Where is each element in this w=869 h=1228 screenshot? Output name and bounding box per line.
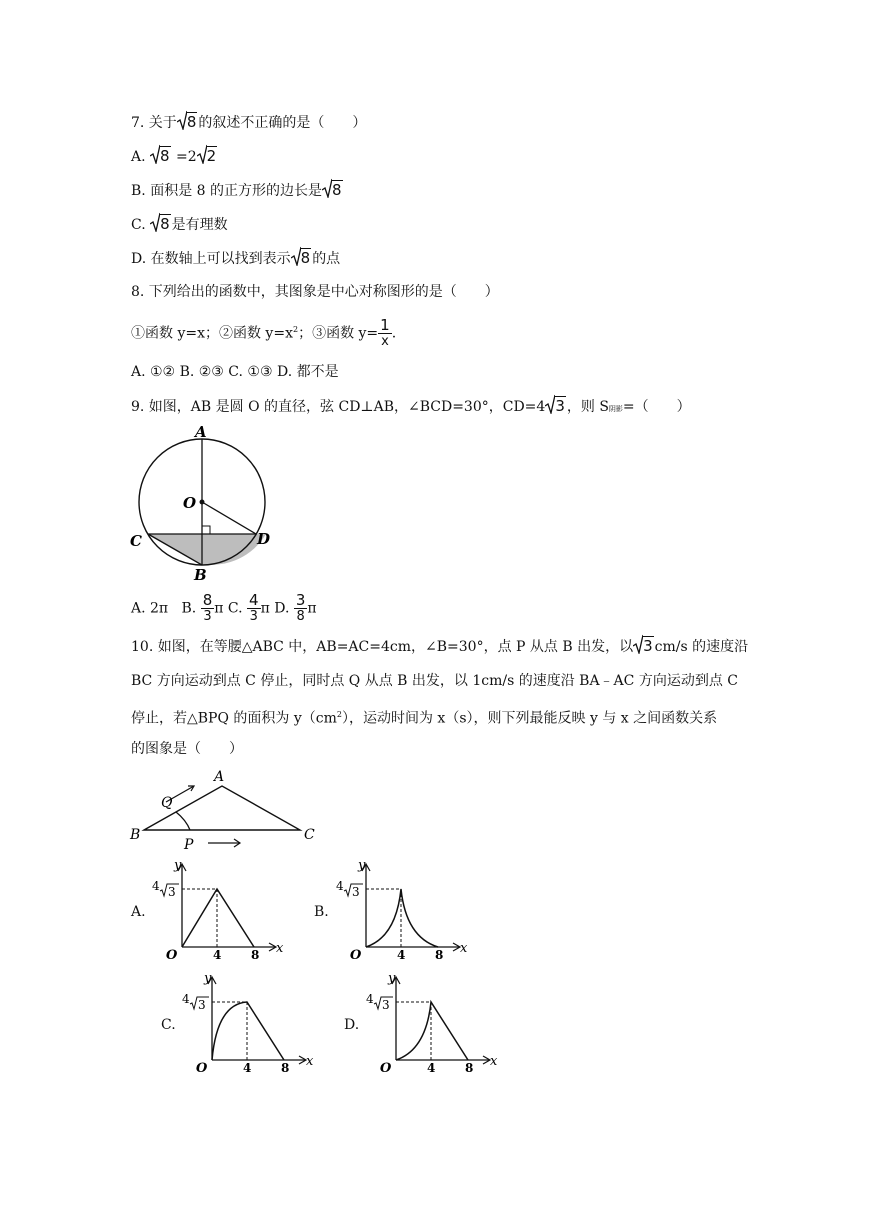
svg-text:y: y <box>358 858 366 873</box>
svg-text:x: x <box>276 941 284 956</box>
q7-option-a: A. 8 =2 2 <box>131 147 217 165</box>
q7-stem-text: 7. 关于 <box>131 115 177 131</box>
q10-line-1: 10. 如图，在等腰△ABC 中，AB=AC=4cm，∠B=30°，点 P 从点 B 出发，以 3 cm/s 的速度沿 <box>131 637 749 655</box>
svg-text:y: y <box>388 971 396 986</box>
graph-d-label: D. <box>344 1017 360 1033</box>
svg-text:4: 4 <box>366 992 374 1006</box>
graph-d <box>364 968 504 1073</box>
label-c: C <box>130 532 142 550</box>
svg-text:8: 8 <box>281 1061 290 1073</box>
svg-text:8: 8 <box>435 948 444 960</box>
svg-text:4: 4 <box>243 1061 252 1073</box>
center-point <box>200 500 205 505</box>
label-o: O <box>183 494 197 512</box>
svg-text:O: O <box>166 948 178 960</box>
q10-line-2: BC 方向运动到点 C 停止，同时点 Q 从点 B 出发，以 1cm/s 的速度沿 BA﹣AC 方向运动到点 C <box>131 673 738 689</box>
q10-line-3: 停止，若△BPQ 的面积为 $y(cm^2)$，运动时间为 x（s），则下列最能反映 y 与 x 之间函数关系 <box>131 710 718 727</box>
q8-stem: 8. 下列给出的函数中，其图象是中心对称图形的是（ ） <box>131 284 499 300</box>
q7-stem <box>131 112 366 133</box>
graph-b-label: B. <box>314 904 329 920</box>
sqrt-8: 8 <box>177 112 198 133</box>
label-p: P <box>184 837 194 853</box>
q8-options: A. ①② B. ②③ C. ①③ D. 都不是 <box>131 364 339 380</box>
curve-a <box>182 889 254 947</box>
curve-c <box>212 1002 284 1060</box>
svg-text:8: 8 <box>251 948 260 960</box>
svg-text:3: 3 <box>382 998 390 1012</box>
fraction-1-over-x: $\frac{1}{x}$ <box>380 316 390 349</box>
sqrt-8: 8 <box>322 180 343 201</box>
svg-text:y: y <box>174 858 182 873</box>
fraction-3-8: $\frac{3}{8}$ <box>295 591 306 624</box>
curve-d <box>396 1002 468 1060</box>
svg-text:4: 4 <box>397 948 406 960</box>
triangle-figure <box>128 764 328 854</box>
shaded-region <box>148 534 266 565</box>
q7-option-b: B. 面积是 8 的正方形的边长是 8 <box>131 181 342 199</box>
svg-text:4: 4 <box>152 879 160 893</box>
sqrt-3: 3 <box>633 636 654 657</box>
svg-text:4: 4 <box>336 879 344 893</box>
graph-c-label: C. <box>161 1017 176 1033</box>
q8-functions: ①函数 y=x；②函数 $y=x^2$；③函数 y= $\frac{1}{x}$ . <box>131 316 397 349</box>
graph-c <box>180 968 320 1073</box>
fraction-8-3: $\frac{8}{3}$ <box>202 591 213 624</box>
q9-options: A. 2π B. $\frac{8}{3}$ π C. $\frac{4}{3}$ π D. $\frac{3}{8}$ π <box>131 591 317 624</box>
label-c: C <box>304 827 315 843</box>
svg-text:8: 8 <box>465 1061 474 1073</box>
label-a: A <box>195 423 207 441</box>
segment-pq <box>176 812 190 830</box>
label-b: B <box>194 566 207 584</box>
svg-text:3: 3 <box>352 885 360 899</box>
fraction-4-3: $\frac{4}{3}$ <box>249 591 259 624</box>
svg-text:3: 3 <box>198 998 206 1012</box>
right-angle-mark <box>202 526 210 534</box>
q10-line-4: 的图象是（ ） <box>131 741 243 757</box>
q7-option-d: D. 在数轴上可以找到表示 8 的点 <box>131 249 341 267</box>
sqrt-2: 2 <box>197 146 218 167</box>
svg-text:4: 4 <box>213 948 222 960</box>
graph-a <box>150 855 290 960</box>
sqrt-8: 8 <box>150 146 171 167</box>
svg-text:O: O <box>350 948 362 960</box>
label-b: B <box>130 827 141 843</box>
svg-text:y: y <box>204 971 212 986</box>
sqrt-3: 3 <box>545 396 566 417</box>
svg-text:4: 4 <box>427 1061 436 1073</box>
graph-a-label: A. <box>131 904 146 920</box>
svg-text:O: O <box>380 1061 392 1073</box>
svg-text:4: 4 <box>182 992 190 1006</box>
sqrt-8: 8 <box>291 248 312 269</box>
q7-option-c: C. 8 是有理数 <box>131 215 228 233</box>
sqrt-8: 8 <box>150 214 171 235</box>
circle-figure <box>128 420 278 585</box>
svg-text:x: x <box>460 941 468 956</box>
q7-stem-end: 的叙述不正确的是（ ） <box>198 115 367 131</box>
q9-stem: 9. 如图，AB 是圆 O 的直径，弦 CD⊥AB，∠BCD=30°，CD=4 3 ，则 S阴影=（ ） <box>131 397 691 415</box>
curve-b <box>366 889 438 947</box>
svg-text:x: x <box>490 1054 498 1069</box>
label-d: D <box>257 530 271 548</box>
graph-b <box>334 855 474 960</box>
label-q: Q <box>161 795 173 811</box>
svg-text:3: 3 <box>168 885 176 899</box>
label-a: A <box>214 769 225 785</box>
svg-text:O: O <box>196 1061 208 1073</box>
svg-text:x: x <box>306 1054 314 1069</box>
